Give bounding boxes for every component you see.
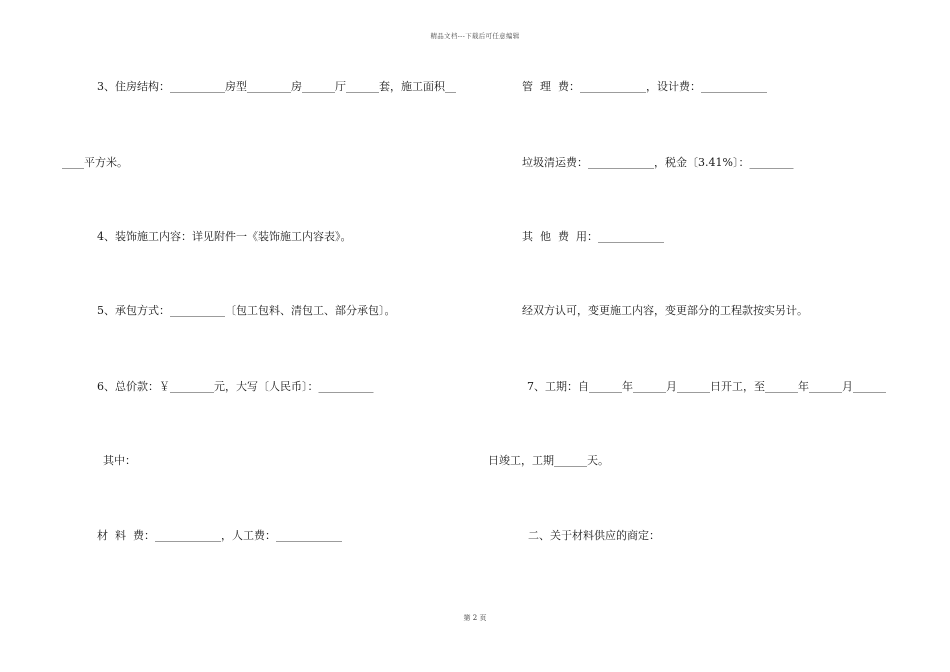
total-price-line: 6、总价款：￥________元，大写〔人民币〕：__________ xyxy=(97,380,374,393)
change-note-line: 经双方认可，变更施工内容，变更部分的工程款按实另计。 xyxy=(522,304,808,317)
contract-method-line: 5、承包方式：__________〔包工包料、清包工、部分承包〕。 xyxy=(97,304,396,317)
completion-line: 日竣工，工期______天。 xyxy=(488,454,609,467)
page-number: 第 2 页 xyxy=(463,614,487,622)
breakdown-label: 其中： xyxy=(103,454,136,467)
housing-structure-line: 3、住房结构：__________房型________房______厅______套，施工面积__ xyxy=(97,80,456,93)
construction-area-line: ____平方米。 xyxy=(62,156,128,169)
materials-labor-fees-line: 材 料 费：____________，人工费：____________ xyxy=(97,529,342,542)
management-design-fees-line: 管 理 费：____________，设计费：____________ xyxy=(522,80,767,93)
garbage-tax-fees-line: 垃圾清运费：____________，税金〔3.41%〕：________ xyxy=(522,156,794,169)
construction-content-line: 4、装饰施工内容：详见附件一《装饰施工内容表》。 xyxy=(97,230,352,243)
construction-period-line: 7、工期：自______年______月______日开工，至______年______月______ xyxy=(527,380,886,393)
materials-section-title: 二、关于材料供应的商定： xyxy=(528,529,660,542)
page-header: 精品文档---下载后可任意编辑 xyxy=(430,32,520,40)
other-fees-line: 其 他 费 用：____________ xyxy=(522,230,664,243)
